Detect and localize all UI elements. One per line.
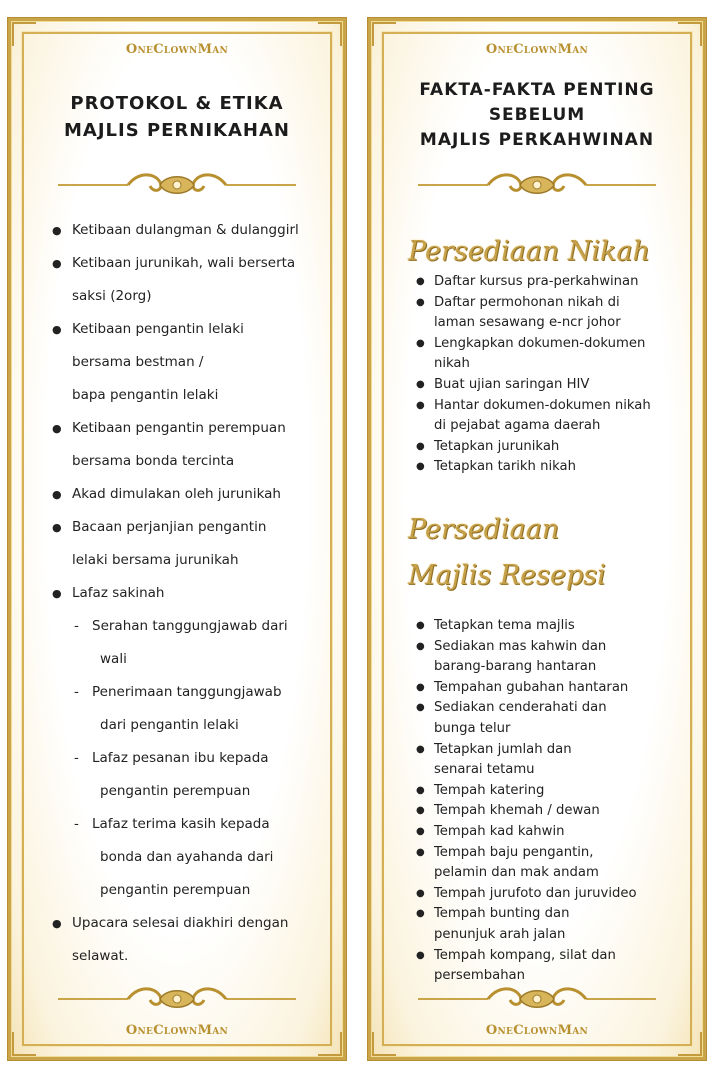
list-item: ● Tempahan gubahan hantaran [406,678,696,699]
list-item: ● Tempah katering [406,781,696,802]
list-item: ● Buat ujian saringan HIV [406,375,696,396]
title-line: MAJLIS PERKAHWINAN [419,130,655,150]
list-item: ● Tempah kad kahwin [406,822,696,843]
list-item: wali [100,651,127,667]
list-item: ● Tempah khemah / dewan [406,801,696,822]
list-item: ● Tempah jurufoto dan juruvideo [406,884,696,905]
list-item: bunga telur [434,720,511,736]
list-item: di pejabat agama daerah [434,418,601,434]
title-line: SEBELUM [488,105,586,125]
list-item: ● Tempah bunting dan [406,904,696,925]
list-item: barang-barang hantaran [434,659,597,675]
card-title [388,78,686,153]
list-item: lelaki bersama jurunikah [72,552,239,568]
card-title [28,90,326,144]
gold-scroll-flourish-icon [418,984,656,1014]
list-item: ● Ketibaan pengantin perempuan [52,412,322,445]
list-item: ● Daftar kursus pra-perkahwinan [406,272,696,293]
list-item: bersama bestman / [72,354,204,370]
list-item: ● Tetapkan jumlah dan [406,740,696,761]
list-item: ● Sediakan mas kahwin dan [406,637,696,658]
list-item: saksi (2org) [72,288,152,304]
list-item: - Lafaz pesanan ibu kepada [52,742,322,775]
list-item: pelamin dan mak andam [434,865,599,881]
list-item: ● Upacara selesai diakhiri dengan [52,907,322,940]
section-heading-resepsi: Majlis Resepsi [408,560,606,591]
list-item: ● Bacaan perjanjian pengantin [52,511,322,544]
list-item: ● Lafaz sakinah [52,577,322,610]
list-item: pengantin perempuan [100,882,251,898]
section-heading-nikah: Persediaan Nikah [408,236,650,267]
title-line: FAKTA-FAKTA PENTING [419,80,655,100]
protocol-card [8,18,346,1060]
list-item: - Lafaz terima kasih kepada [52,808,322,841]
gold-scroll-flourish-icon [58,984,296,1014]
list-item: ● Daftar permohonan nikah di [406,293,696,314]
title-line: PROTOKOL & ETIKA [70,93,284,114]
list-item: dari pengantin lelaki [100,717,239,733]
list-item: ● Ketibaan dulangman & dulanggirl [52,214,322,247]
list-item: - Serahan tanggungjawab dari [52,610,322,643]
reception-preparation-list [406,616,696,987]
list-item: ● Tempah kompang, silat dan [406,946,696,967]
list-item: bersama bonda tercinta [72,453,235,469]
protocol-list [52,214,322,973]
list-item: ● Akad dimulakan oleh jurunikah [52,478,322,511]
list-item: laman sesawang e-ncr johor [434,315,621,331]
list-item: ● Ketibaan pengantin lelaki [52,313,322,346]
gold-scroll-flourish-icon [418,170,656,200]
brand-name: OneClownMan [485,42,589,57]
section-heading-resepsi: Persediaan [408,514,560,545]
list-item: ● Sediakan cenderahati dan [406,698,696,719]
list-item: ● Tetapkan jurunikah [406,437,696,458]
list-item: pengantin perempuan [100,783,251,799]
list-item: ● Tetapkan tarikh nikah [406,457,696,478]
list-item: ● Ketibaan jurunikah, wali berserta [52,247,322,280]
list-item: bapa pengantin lelaki [72,387,219,403]
list-item: ● Tetapkan tema majlis [406,616,696,637]
list-item: nikah [434,356,470,372]
nikah-preparation-list [406,272,696,478]
brand-name: OneClownMan [485,1023,589,1038]
list-item: senarai tetamu [434,762,535,778]
list-item: ● Hantar dokumen-dokumen nikah [406,396,696,417]
gold-scroll-flourish-icon [58,170,296,200]
list-item: ● Tempah baju pengantin, [406,843,696,864]
list-item: penunjuk arah jalan [434,926,566,942]
title-line: MAJLIS PERNIKAHAN [64,120,290,141]
list-item: bonda dan ayahanda dari [100,849,274,865]
facts-card [368,18,706,1060]
list-item: - Penerimaan tanggungjawab [52,676,322,709]
list-item: persembahan [434,968,525,984]
brand-name: OneClownMan [125,1023,229,1038]
list-item: ● Lengkapkan dokumen-dokumen [406,334,696,355]
brand-name: OneClownMan [125,42,229,57]
list-item: selawat. [72,948,129,964]
